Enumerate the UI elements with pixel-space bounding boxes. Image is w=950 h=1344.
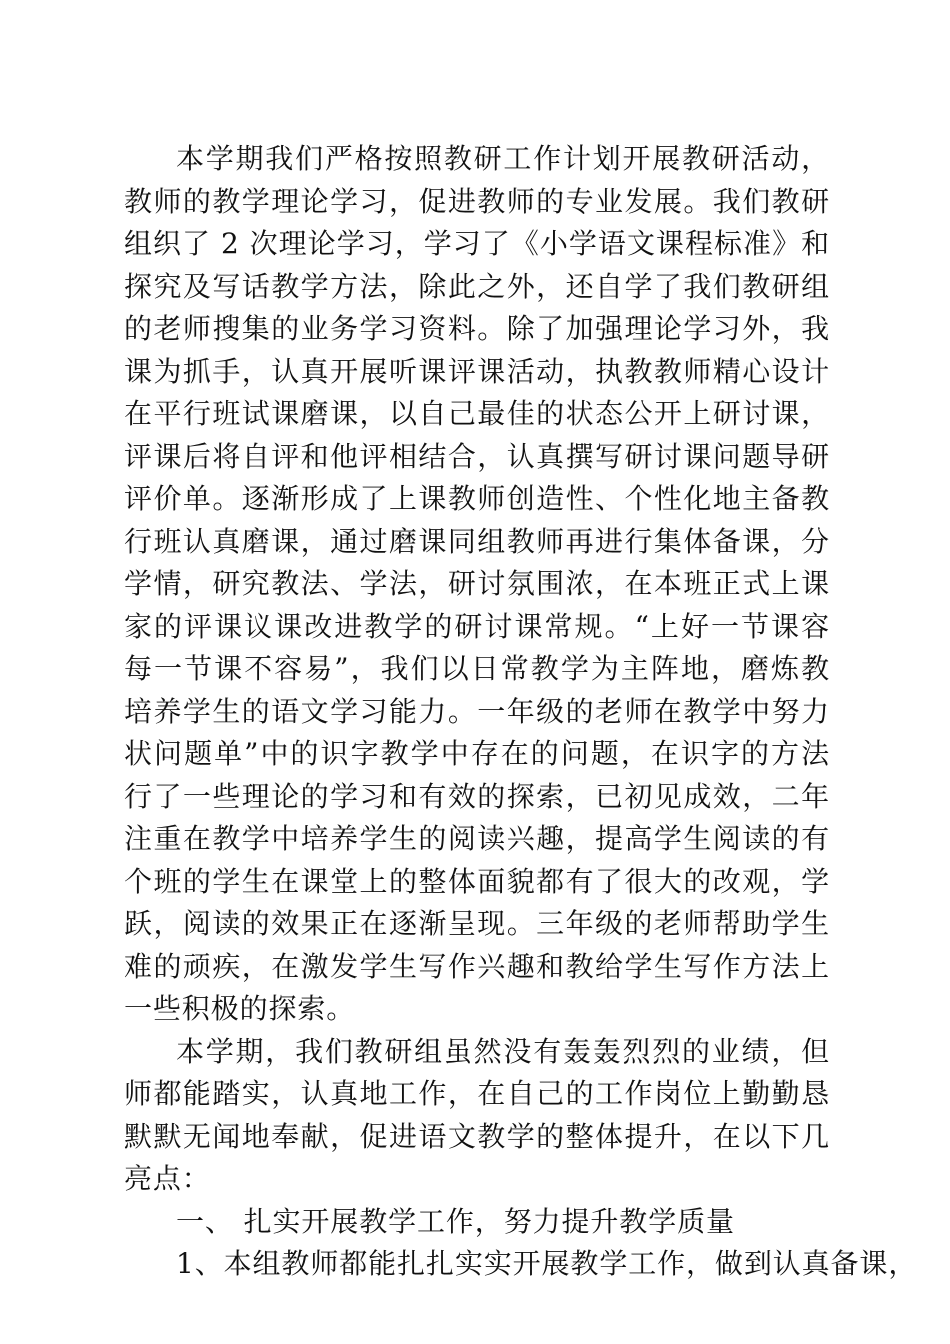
text-line: 一些积极的探索。	[124, 992, 356, 1025]
section-heading: 一、 扎实开展教学工作，努力提升教学质量	[176, 1204, 735, 1238]
list-item: 1、本组教师都能扎扎实实开展教学工作，做到认真备课，	[176, 1247, 918, 1280]
text-line: 的老师搜集的业务学习资料。除了加强理论学习外，我	[124, 312, 830, 345]
paragraph-1	[124, 138, 830, 1031]
text-line: 行了一些理论的学习和有效的探索，已初见成效，二年	[124, 779, 830, 813]
text-line: 个班的学生在课堂上的整体面貌都有了很大的改观，学	[124, 864, 830, 898]
text-line: 家的评课议课改进教学的研讨课常规。“上好一节课容	[124, 609, 830, 643]
text-line: 探究及写话教学方法，除此之外，还自学了我们教研组	[124, 269, 830, 303]
text-line: 亮点：	[124, 1162, 211, 1195]
text-line: 师都能踏实，认真地工作，在自己的工作岗位上勤勤恳	[124, 1077, 830, 1110]
document-body	[124, 138, 918, 1286]
text-line: 默默无闻地奉献，促进语文教学的整体提升，在以下几	[124, 1119, 830, 1153]
text-line: 每一节课不容易”，我们以日常教学为主阵地，磨炼教	[124, 652, 830, 685]
text-line: 本学期，我们教研组虽然没有轰轰烈烈的业绩，但	[176, 1034, 830, 1068]
text-line: 课为抓手，认真开展听课评课活动，执教教师精心设计	[124, 354, 830, 388]
text-line: 教师的教学理论学习，促进教师的专业发展。我们教研	[124, 184, 830, 218]
text-line: 状问题单”中的识字教学中存在的问题，在识字的方法	[124, 737, 830, 770]
text-line: 难的顽疾，在激发学生写作兴趣和教给学生写作方法上	[124, 949, 830, 983]
text-line: 注重在教学中培养学生的阅读兴趣，提高学生阅读的有	[124, 822, 830, 855]
text-line: 组织了 2 次理论学习，学习了《小学语文课程标准》和	[124, 227, 830, 260]
text-line: 在平行班试课磨课，以自己最佳的状态公开上研讨课，	[124, 397, 830, 430]
text-line: 本学期我们严格按照教研工作计划开展教研活动，	[176, 142, 830, 175]
paragraph-2	[124, 1031, 830, 1201]
text-line: 评课后将自评和他评相结合，认真撰写研讨课问题导研	[124, 439, 830, 473]
text-line: 学情，研究教法、学法，研讨氛围浓，在本班正式上课	[124, 567, 830, 600]
text-line: 行班认真磨课，通过磨课同组教师再进行集体备课，分	[124, 524, 830, 558]
text-line: 评价单。逐渐形成了上课教师创造性、个性化地主备教	[124, 482, 830, 515]
text-line: 跃，阅读的效果正在逐渐呈现。三年级的老师帮助学生	[124, 907, 830, 940]
text-line: 培养学生的语文学习能力。一年级的老师在教学中努力	[124, 694, 830, 728]
